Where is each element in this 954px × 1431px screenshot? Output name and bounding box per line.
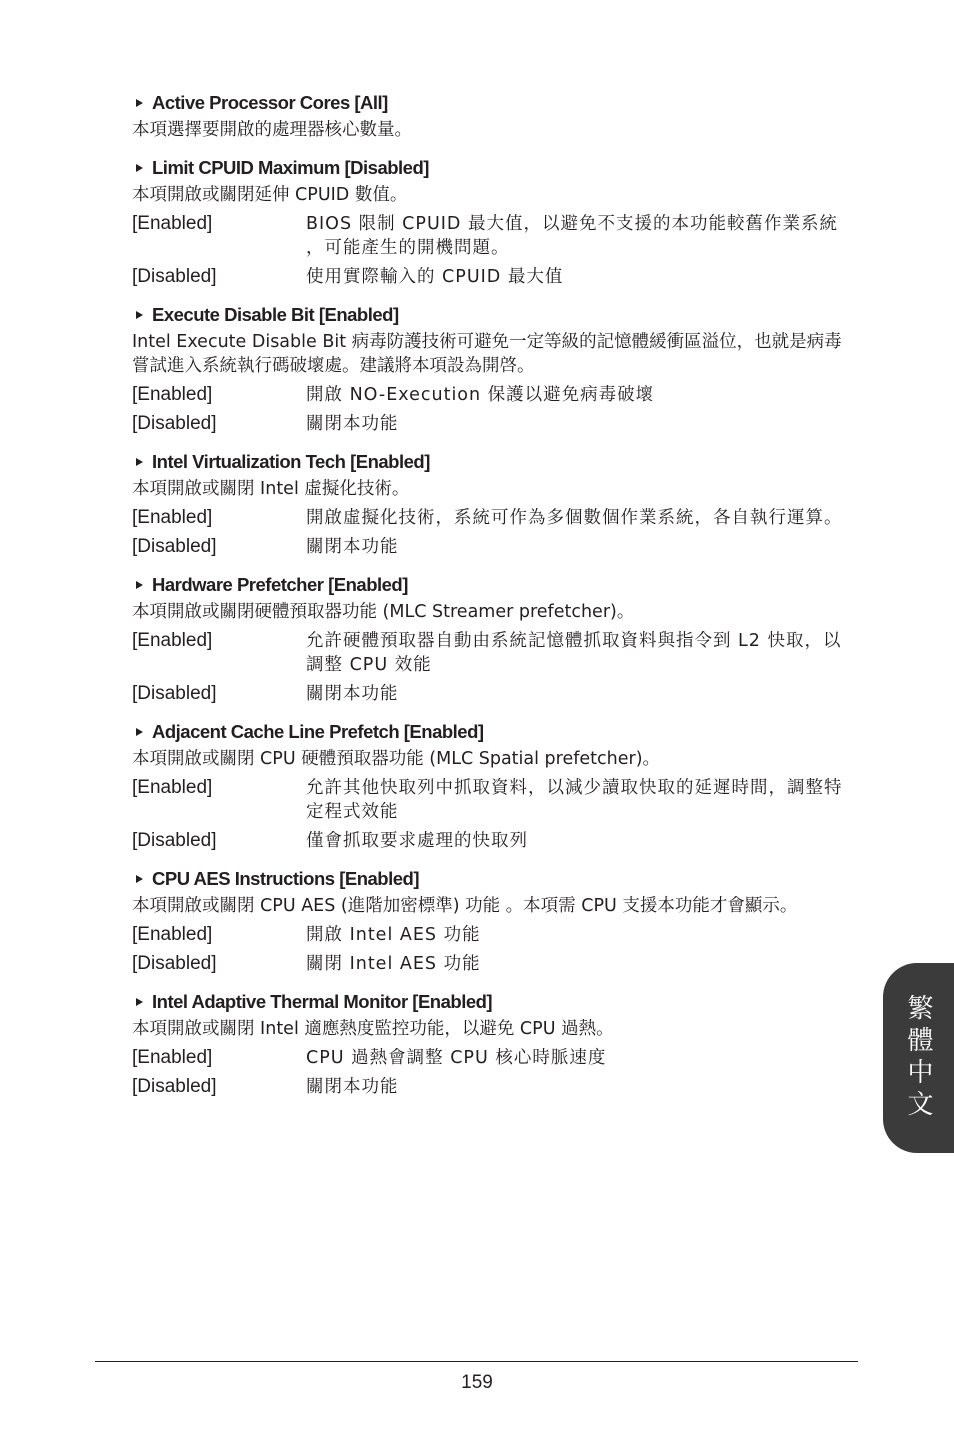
option-description: 僅會抓取要求處理的快取列	[306, 831, 528, 851]
option-row	[132, 923, 858, 947]
setting-section	[132, 573, 858, 706]
option-key: [Enabled]	[132, 384, 213, 405]
triangle-bullet-icon	[136, 998, 143, 1006]
page-number: 159	[461, 1372, 493, 1393]
option-description: 開啟虛擬化技術，系統可作為多個數個作業系統，各自執行運算。	[306, 508, 843, 528]
setting-section	[132, 91, 858, 142]
option-description: 開啟 NO-Execution 保護以避免病毒破壞	[306, 385, 655, 405]
triangle-bullet-icon	[136, 164, 143, 172]
option-key: [Disabled]	[132, 1076, 217, 1097]
option-key: [Disabled]	[132, 953, 217, 974]
option-description: 關閉 Intel AES 功能	[306, 954, 481, 974]
setting-description: 本項開啟或關閉硬體預取器功能 (MLC Streamer prefetcher)。	[132, 602, 635, 622]
setting-description: 本項開啟或關閉 Intel 適應熱度監控功能，以避免 CPU 過熱。	[132, 1019, 614, 1039]
option-row	[132, 212, 858, 260]
language-tab-label: 繁體中文	[903, 994, 933, 1122]
setting-title	[132, 303, 858, 327]
option-key: [Enabled]	[132, 1047, 213, 1068]
triangle-bullet-icon	[136, 728, 143, 736]
option-key: [Disabled]	[132, 266, 217, 287]
setting-section	[132, 990, 858, 1099]
triangle-bullet-icon	[136, 581, 143, 589]
option-key: [Disabled]	[132, 536, 217, 557]
option-key: [Enabled]	[132, 507, 213, 528]
option-row	[132, 682, 858, 706]
option-description: 允許硬體預取器自動由系統記憶體抓取資料與指令到 L2 快取，以調整 CPU 效能	[306, 631, 842, 675]
option-row	[132, 629, 858, 677]
triangle-bullet-icon	[136, 875, 143, 883]
setting-title-text: Hardware Prefetcher [Enabled]	[152, 574, 408, 595]
option-row	[132, 265, 858, 289]
setting-section	[132, 156, 858, 289]
option-key: [Disabled]	[132, 683, 217, 704]
option-description: CPU 過熱會調整 CPU 核心時脈速度	[306, 1048, 607, 1068]
footer-divider	[95, 1361, 858, 1362]
triangle-bullet-icon	[136, 458, 143, 466]
option-row	[132, 412, 858, 436]
setting-title-text: Intel Adaptive Thermal Monitor [Enabled]	[152, 991, 493, 1012]
option-row	[132, 383, 858, 407]
setting-section	[132, 720, 858, 853]
option-row	[132, 829, 858, 853]
option-description: 關閉本功能	[306, 1077, 399, 1097]
option-row	[132, 506, 858, 530]
setting-description: 本項選擇要開啟的處理器核心數量。	[132, 120, 412, 140]
option-key: [Disabled]	[132, 830, 217, 851]
setting-title-text: Execute Disable Bit [Enabled]	[152, 304, 399, 325]
setting-description: Intel Execute Disable Bit 病毒防護技術可避免一定等級的記憶體緩衝區溢位，也就是病毒嘗試進入系統執行碼破壞處。建議將本項設為開啓。	[132, 332, 842, 376]
option-description: 開啟 Intel AES 功能	[306, 925, 481, 945]
setting-title	[132, 450, 858, 474]
option-description: 關閉本功能	[306, 684, 399, 704]
option-row	[132, 1075, 858, 1099]
setting-title-text: Intel Virtualization Tech [Enabled]	[152, 451, 430, 472]
setting-section	[132, 303, 858, 436]
setting-title-text: CPU AES Instructions [Enabled]	[152, 868, 419, 889]
setting-title	[132, 867, 858, 891]
option-description: 關閉本功能	[306, 537, 399, 557]
option-row	[132, 1046, 858, 1070]
setting-section	[132, 450, 858, 559]
triangle-bullet-icon	[136, 311, 143, 319]
setting-description: 本項開啟或關閉延伸 CPUID 數值。	[132, 185, 408, 205]
page-content	[132, 91, 858, 1113]
setting-title-text: Adjacent Cache Line Prefetch [Enabled]	[152, 721, 484, 742]
option-description: 使用實際輸入的 CPUID 最大值	[306, 267, 564, 287]
option-row	[132, 776, 858, 824]
option-description: 允許其他快取列中抓取資料，以減少讀取快取的延遲時間，調整特定程式效能	[306, 778, 843, 822]
setting-title	[132, 573, 858, 597]
setting-title-text: Limit CPUID Maximum [Disabled]	[152, 157, 429, 178]
language-tab	[883, 963, 954, 1153]
option-description: BIOS 限制 CPUID 最大值，以避免不支援的本功能較舊作業系統 ，可能產生的開機問題。	[306, 214, 838, 258]
setting-description: 本項開啟或關閉 CPU AES (進階加密標準) 功能 。本項需 CPU 支援本功能才會顯示。	[132, 896, 798, 916]
setting-title	[132, 91, 858, 115]
triangle-bullet-icon	[136, 99, 143, 107]
setting-section	[132, 867, 858, 976]
option-row	[132, 535, 858, 559]
option-key: [Enabled]	[132, 213, 213, 234]
setting-title-text: Active Processor Cores [All]	[152, 92, 388, 113]
setting-title	[132, 720, 858, 744]
option-description: 關閉本功能	[306, 414, 399, 434]
setting-title	[132, 156, 858, 180]
option-key: [Enabled]	[132, 924, 213, 945]
option-key: [Enabled]	[132, 630, 213, 651]
option-row	[132, 952, 858, 976]
setting-title	[132, 990, 858, 1014]
option-key: [Disabled]	[132, 413, 217, 434]
option-key: [Enabled]	[132, 777, 213, 798]
setting-description: 本項開啟或關閉 CPU 硬體預取器功能 (MLC Spatial prefetcher)。	[132, 749, 661, 769]
setting-description: 本項開啟或關閉 Intel 虛擬化技術。	[132, 479, 410, 499]
